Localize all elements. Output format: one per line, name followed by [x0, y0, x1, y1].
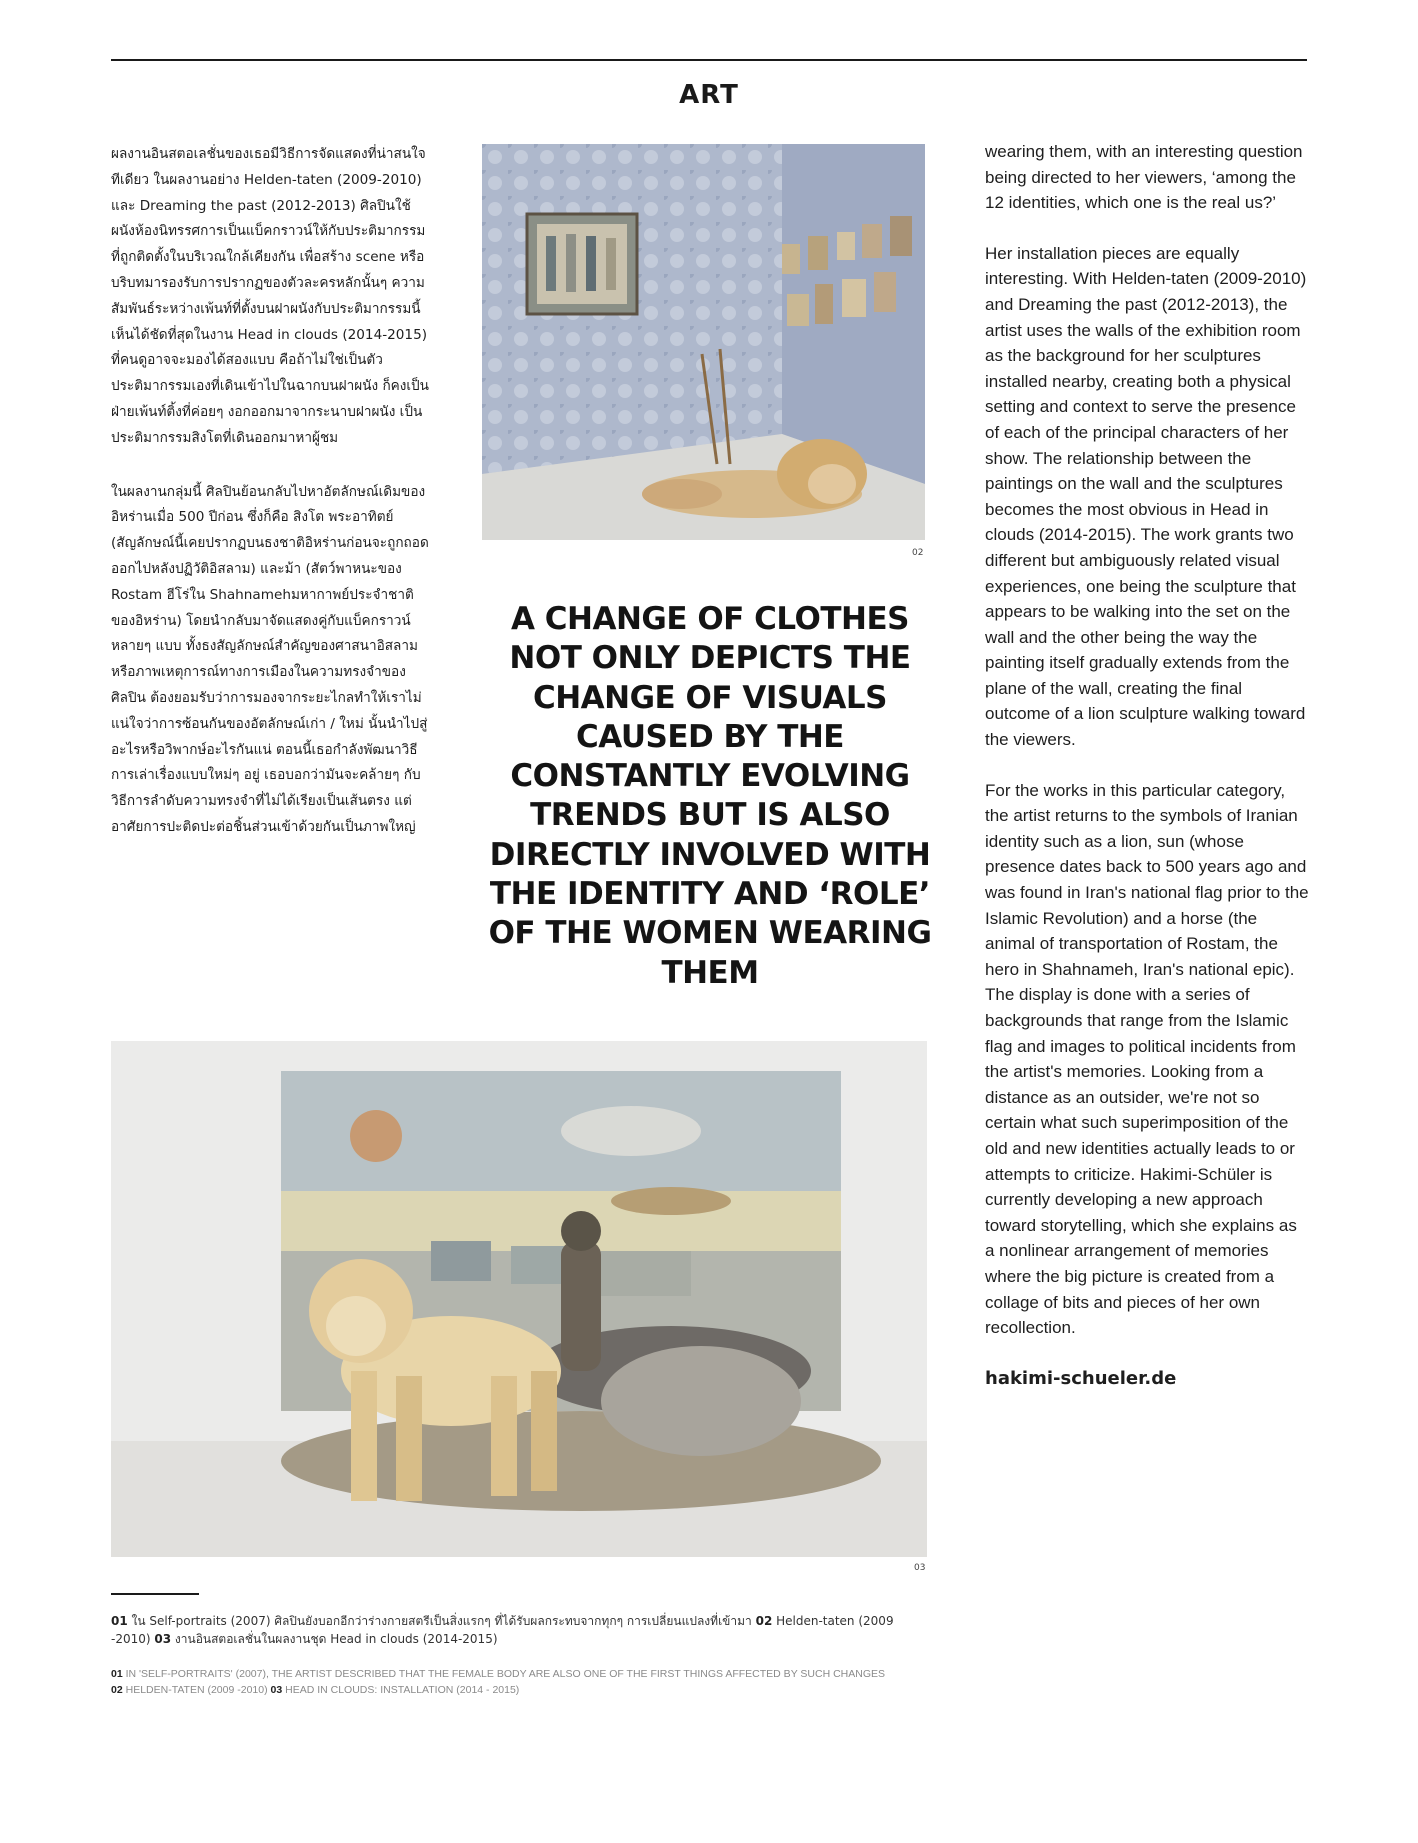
caption-number: 01: [111, 1668, 123, 1680]
caption-text: IN 'SELF-PORTRAITS' (2007), THE ARTIST DESCRIBED THAT THE FEMALE BODY ARE ALSO ONE OF THE FIRST THINGS AFFECTED BY SUCH CHANGES: [122, 1668, 886, 1680]
caption-text: HEAD IN CLOUDS: INSTALLATION (2014 - 2015): [282, 1684, 520, 1696]
thai-captions: [111, 1612, 931, 1648]
thai-paragraph: ผลงานอินสตอเลชั่นของเธอมีวิธีการจัดแสดงที่น่าสนใจทีเดียว ในผลงานอย่าง Helden-taten (2009-2010) และ Dreaming the past (2012-2013) ศิลปินใช้ผนังห้องนิทรรศการเป็นแบ็คกราวน์ให้กับประติมากรรมที่ถูกติดตั้งในบริเวณใกล้เคียงกัน เพื่อสร้าง scene หรือบริบทมารองรับการปรากฏของตัวละครหลักนั้นๆ ความสัมพันธ์ระหว่างเพ้นท์ที่ตั้งบนฝาผนังกับประติมากรรมนี้เห็นได้ชัดที่สุดในงาน Head in clouds (2014-2015) ที่คนดูอาจจะมองได้สองแบบ คือถ้าไม่ใช่เป็นตัวประติมากรรมเองที่เดินเข้าไปในฉากบนฝาผนัง ก็คงเป็นฝ่ายเพ้นท์ติ้งที่ค่อยๆ งอกออกมาจากระนาบฝาผนัง เป็นประติมากรรมสิงโตที่เดินออกมาหาผู้ชม: [111, 146, 429, 446]
photo-head-in-clouds: [111, 1041, 927, 1557]
thai-paragraph: ในผลงานกลุ่มนี้ ศิลปินย้อนกลับไปหาอัตลักษณ์เดิมของอิหร่านเมื่อ 500 ปีก่อน ซึ่งก็คือ สิงโต พระอาทิตย์ (สัญลักษณ์นี้เคยปรากฏบนธงชาติอิหร่านก่อนจะถูกถอดออกไปหลังปฏิวัติอิสลาม) และม้า (สัตว์พาหนะของ Rostam ฮีโร่ใน Shahnamehมหากาพย์ประจำชาติของอิหร่าน) โดยนำกลับมาจัดแสดงคู่กับแบ็คกราวน์หลายๆ แบบ ทั้งธงสัญลักษณ์สำคัญของศาสนาอิสลาม หรือภาพเหตุการณ์ทางการเมืองในความทรงจำของศิลปิน ต้องยอมรับว่าการมองจากระยะไกลทำให้เราไม่แน่ใจว่าการซ้อนกันของอัตลักษณ์เก่า / ใหม่ นั้นนำไปสู่อะไรหรือวิพากษ์อะไรกันแน่ ตอนนี้เธอกำลังพัฒนาวิธีการเล่าเรื่องแบบใหม่ๆ อยู่ เธอบอกว่ามันจะคล้ายๆ กับวิธีการลำดับความทรงจำที่ไม่ได้เรียงเป็นเส้นตรง แต่อาศัยการปะติดปะต่อชิ้นส่วนเข้าด้วยกันเป็นภาพใหญ่: [111, 483, 429, 835]
website-link[interactable]: hakimi-schueler.de: [985, 1367, 1177, 1389]
english-paragraph: For the works in this particular category, the artist returns to the symbols of Iranian identity such as a lion, sun (whose presence dates back to 500 years ago and was found in Iran's national flag prior to the Islamic Revolution) and a horse (the animal of transportation of Rostam, the hero in Shahnameh, Iran's national epic). The display is done with a series of backgrounds that range from the Islamic flag and images to political incidents from the artist's memories. Looking from a distance as an outsider, we're not so certain what such superimposition of the old and new identities actually leads to or attempts to criticize. Hakimi-Schüler is currently developing a new approach toward storytelling, which she explains as a nonlinear arrangement of memories where the big picture is created from a collage of bits and pieces of her own recollection.: [985, 780, 1309, 1338]
photo-helden-taten: [482, 144, 925, 540]
caption-text: Helden-taten (2009 -2010): [111, 1614, 894, 1646]
caption-number: 01: [111, 1614, 128, 1628]
pull-quote: A CHANGE OF CLOTHES NOT ONLY DEPICTS THE CHANGE OF VISUALS CAUSED BY THE CONSTANTLY EVOLVING TRENDS BUT IS ALSO DIRECTLY INVOLVED WITH THE IDENTITY AND ‘ROLE’ OF THE WOMEN WEARING THEM: [488, 601, 932, 991]
english-captions: [111, 1666, 1011, 1698]
caption-number: 02: [111, 1684, 123, 1696]
english-paragraph: wearing them, with an interesting question being directed to her viewers, ‘among the 12 identities, which one is the real us?’: [985, 142, 1303, 213]
caption-text: งานอินสตอเลชั่นในผลงานชุด Head in clouds (2014-2015): [171, 1632, 498, 1646]
top-rule: [111, 59, 1307, 61]
section-title: ART: [679, 80, 739, 110]
caption-number: 02: [755, 1614, 773, 1628]
caption-rule: [111, 1593, 199, 1595]
photo-number-03: 03: [914, 1563, 926, 1573]
caption-number: 03: [154, 1632, 172, 1646]
thai-text-column: [111, 142, 431, 869]
english-paragraph: Her installation pieces are equally interesting. With Helden-taten (2009-2010) and Dreaming the past (2012-2013), the artist uses the walls of the exhibition room as the background for her sculptures installed nearby, creating both a physical setting and context to serve the presence of each of the principal characters of her show. The relationship between the paintings on the wall and the sculptures becomes the most obvious in Head in clouds (2014-2015). The work grants two different but ambiguously related visual experiences, one being the sculpture that appears to be walking into the set on the wall and the other being the way the painting itself gradually extends from the plane of the wall, creating the final outcome of a lion sculpture walking toward the viewers.: [985, 243, 1307, 750]
caption-text: ใน Self-portraits (2007) ศิลปินยังบอกอีกว่าร่างกายสตรีเป็นสิ่งแรกๆ ที่ได้รับผลกระทบจากทุกๆ การเปลี่ยนแปลงที่เข้ามา: [127, 1614, 756, 1628]
caption-text: HELDEN-TATEN (2009 -2010): [122, 1684, 271, 1696]
english-text-column: [985, 139, 1310, 1391]
photo-number-02: 02: [912, 548, 924, 558]
caption-number: 03: [270, 1684, 283, 1696]
